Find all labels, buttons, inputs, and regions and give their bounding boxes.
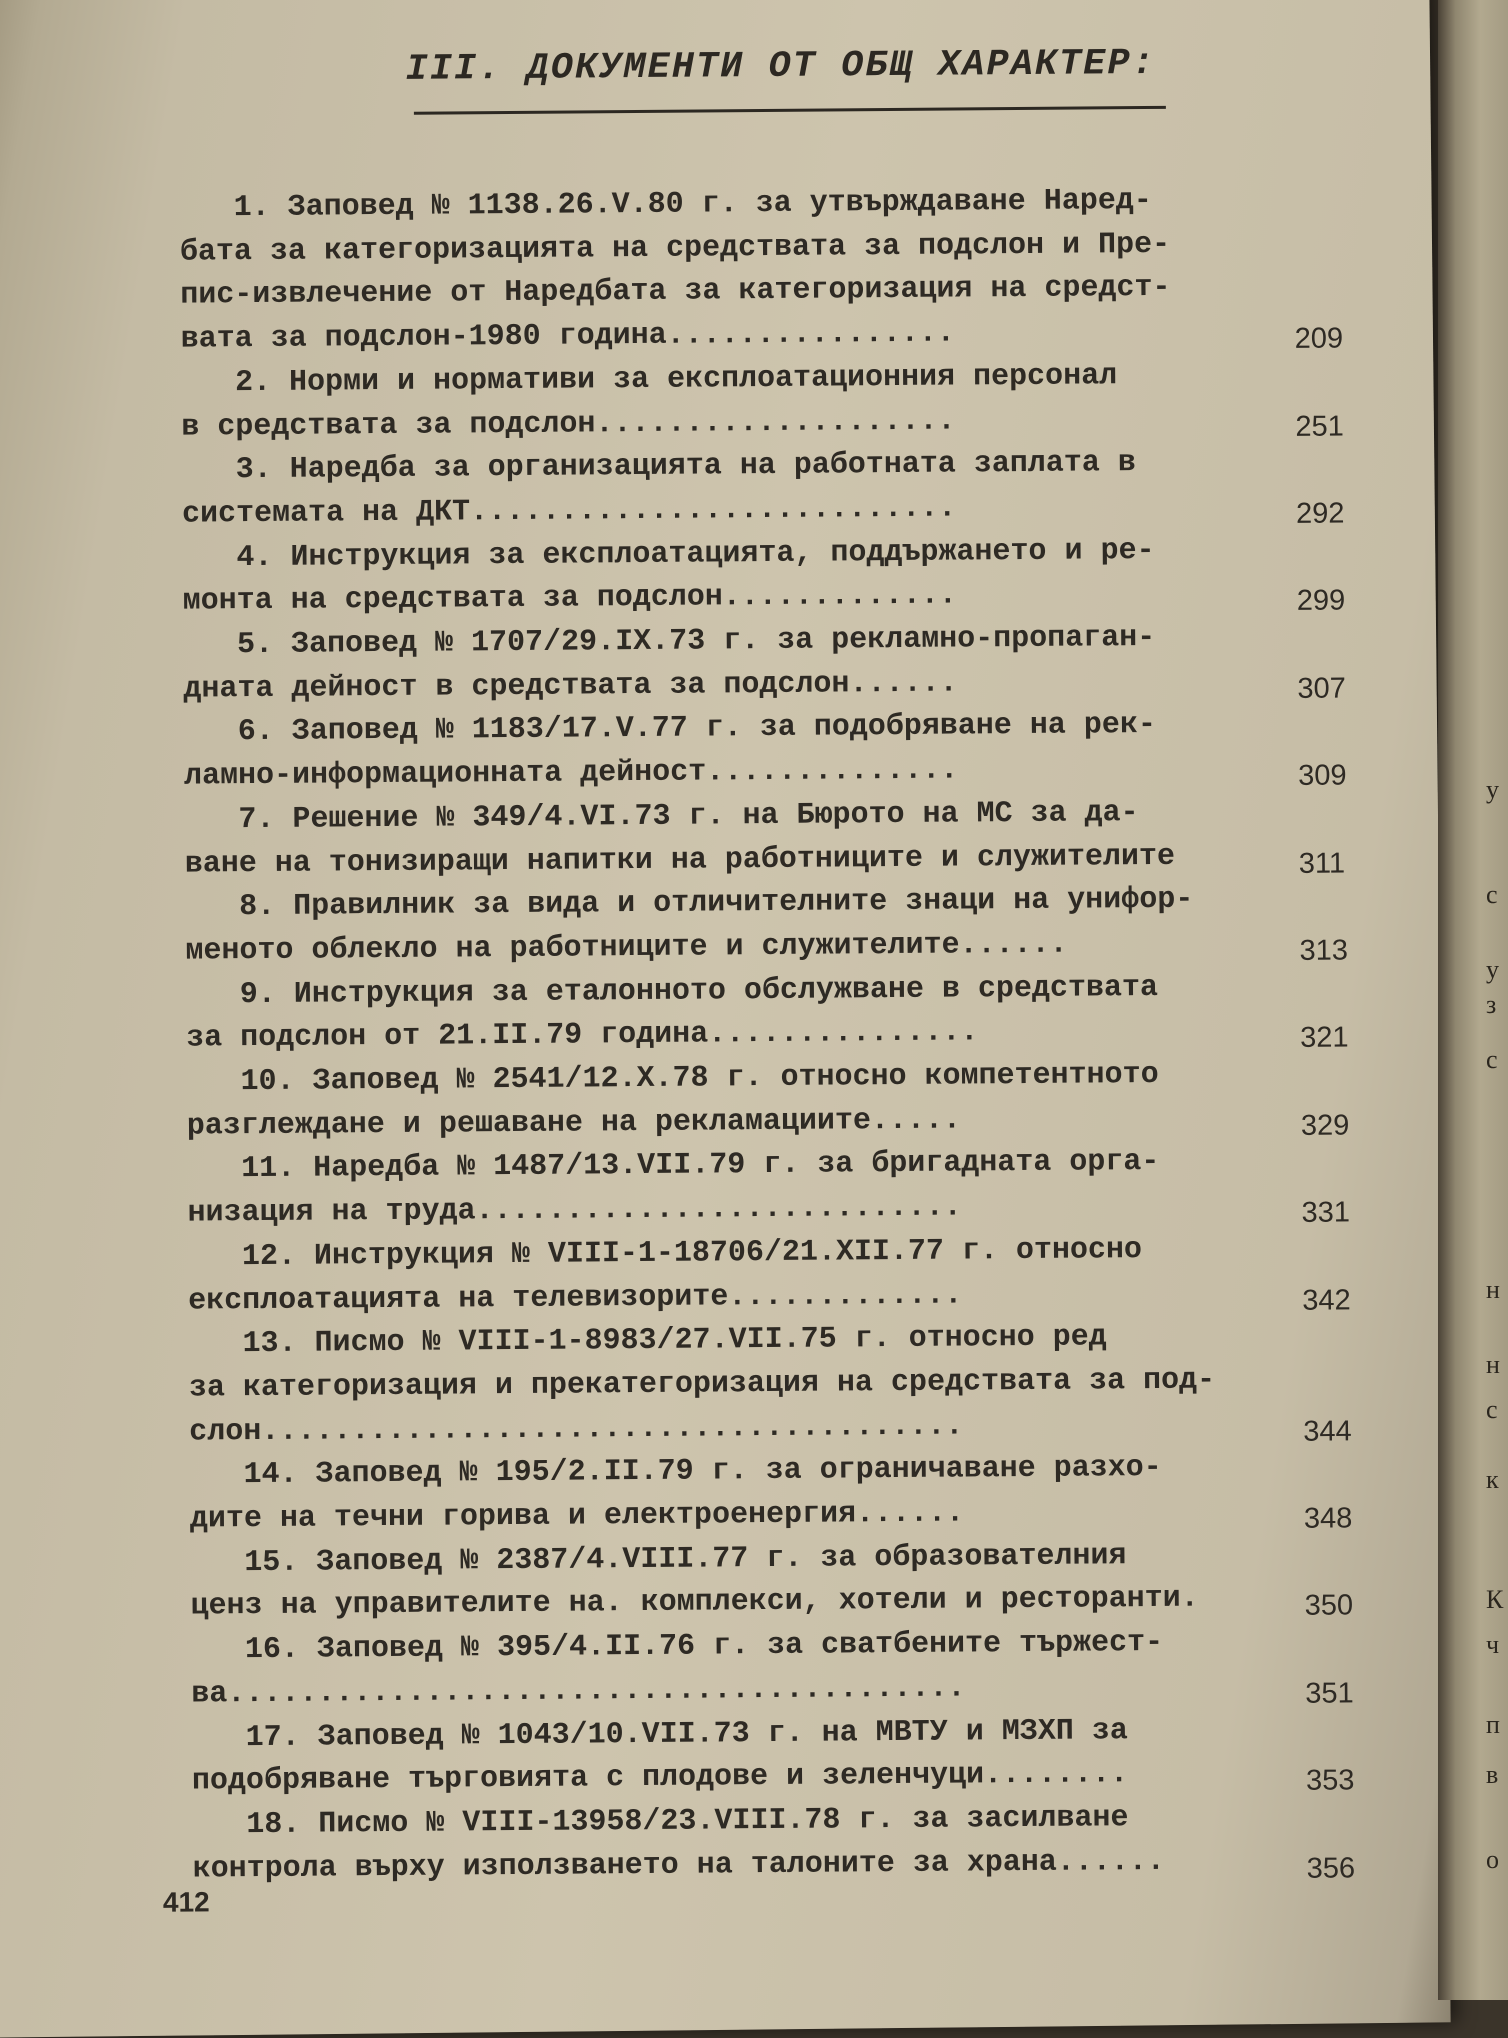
facing-page-fragment: в bbox=[1486, 1760, 1499, 1789]
toc-entry-line: 2. Норми и нормативи за експлоатационния персонал bbox=[180, 359, 1118, 401]
toc-page-ref: 251 bbox=[1295, 409, 1344, 443]
toc-entry-line: слон....................................... bbox=[189, 1409, 964, 1450]
toc-page-ref: 353 bbox=[1305, 1764, 1355, 1797]
facing-page-fragment: н bbox=[1486, 1275, 1500, 1304]
toc-entry-line: 10. Заповед № 2541/12.X.78 г. относно компетентното bbox=[186, 1057, 1159, 1100]
toc-entry-line: меното облекло на работниците и служителите...... bbox=[185, 927, 1068, 969]
toc-page-ref: 292 bbox=[1295, 497, 1345, 530]
toc-entry-line: 7. Решение № 349/4.VI.73 г. на Бюрото на МС за да- bbox=[184, 795, 1139, 838]
facing-page-fragment: н bbox=[1486, 1350, 1500, 1379]
section-heading: III. ДОКУМЕНТИ ОТ ОБЩ ХАРАКТЕР: bbox=[405, 42, 1157, 91]
toc-page-ref: 356 bbox=[1306, 1852, 1356, 1885]
facing-page-fragment: у bbox=[1486, 775, 1499, 804]
toc-entry-line: дите на течни горива и електроенергия...... bbox=[189, 1496, 965, 1537]
facing-page-fragment: к bbox=[1486, 1465, 1499, 1494]
toc-entry-line: подобряване търговията с плодове и зеленчуци........ bbox=[191, 1757, 1129, 1799]
toc-entry-line: бата за категоризацията на средствата за подслон и Пре- bbox=[179, 227, 1171, 270]
facing-page-fragment: п bbox=[1486, 1710, 1500, 1739]
toc-entry-line: 9. Инструкция за еталонното обслужване в средствата bbox=[185, 970, 1159, 1013]
heading-underline bbox=[414, 106, 1166, 115]
toc-page-ref: 209 bbox=[1294, 322, 1344, 355]
toc-page-ref: 331 bbox=[1301, 1196, 1351, 1229]
toc-entry-line: 6. Заповед № 1183/17.V.77 г. за подобряване на рек- bbox=[183, 708, 1157, 750]
facing-page-fragment: с bbox=[1486, 1395, 1498, 1424]
facing-page-fragment: у bbox=[1486, 955, 1499, 984]
toc-entry-line: 14. Заповед № 195/2.II.79 г. за ограничаване разхо- bbox=[189, 1451, 1162, 1493]
facing-page-fragment: с bbox=[1486, 880, 1498, 909]
toc-entry-line: за подслон от 21.II.79 година............... bbox=[186, 1015, 979, 1056]
toc-entry-line: ва......................................... bbox=[191, 1671, 966, 1712]
toc-entry-line: в средствата за подслон.................... bbox=[181, 404, 956, 445]
toc-page-ref: 321 bbox=[1300, 1021, 1349, 1055]
facing-page-fragment: з bbox=[1486, 990, 1497, 1019]
toc-page-ref: 309 bbox=[1298, 759, 1347, 792]
toc-entry-line: 1. Заповед № 1138.26.V.80 г. за утвърждаване Наред- bbox=[179, 183, 1152, 226]
toc-entry-line: 15. Заповед № 2387/4.VIII.77 г. за образователния bbox=[190, 1538, 1127, 1581]
facing-page-fragment: ч bbox=[1486, 1630, 1500, 1659]
toc-page-ref: 329 bbox=[1300, 1109, 1350, 1142]
toc-page-ref: 351 bbox=[1305, 1677, 1354, 1710]
toc-entry-line: системата на ДКТ........................... bbox=[181, 491, 957, 532]
toc-entry-line: монта на средствата за подслон............. bbox=[182, 578, 957, 619]
toc-entry-line: дната дейност в средствата за подслон...... bbox=[183, 666, 958, 707]
toc-entry-line: низация на труда........................... bbox=[187, 1190, 962, 1231]
toc-entry-line: разглеждане и решаване на рекламациите..... bbox=[186, 1103, 962, 1144]
toc-page-ref: 307 bbox=[1297, 672, 1346, 705]
toc-page-ref: 313 bbox=[1299, 934, 1349, 967]
toc-entry-line: ване на тонизиращи напитки на работниците и служителите bbox=[184, 839, 1176, 882]
toc-page-ref: 348 bbox=[1303, 1502, 1353, 1535]
toc-entry-line: 8. Правилник за вида и отличителните знаци на унифор- bbox=[185, 882, 1194, 925]
toc-entry-line: вата за подслон-1980 година................ bbox=[180, 316, 955, 357]
toc-entry-line: 5. Заповед № 1707/29.IX.73 г. за рекламно-пропаган- bbox=[182, 620, 1156, 663]
toc-page-ref: 344 bbox=[1303, 1415, 1352, 1448]
toc-entry-line: 12. Инструкция № VIII-1-18706/21.XII.77 г. относно bbox=[187, 1232, 1143, 1275]
page-number: 412 bbox=[162, 1886, 210, 1918]
facing-page-fragment: К bbox=[1486, 1585, 1504, 1614]
toc-entry-line: 17. Заповед № 1043/10.VII.73 г. на МВТУ и МЗХП за bbox=[191, 1713, 1128, 1756]
toc-entry-line: 11. Наредба № 1487/13.VII.79 г. за бригадната орга- bbox=[187, 1145, 1160, 1187]
toc-page-ref: 350 bbox=[1304, 1589, 1354, 1623]
toc-entry-line: 13. Писмо № VIII-1-8983/27.VII.75 г. относно ред bbox=[188, 1320, 1107, 1362]
toc-page-ref: 342 bbox=[1302, 1283, 1351, 1317]
toc-page-ref: 299 bbox=[1296, 584, 1346, 618]
facing-page-fragment: о bbox=[1486, 1845, 1499, 1874]
toc-entry-line: контрола върху използването на талоните за храна...... bbox=[192, 1844, 1165, 1887]
facing-page-fragment: с bbox=[1486, 1045, 1498, 1074]
toc-page-ref: 311 bbox=[1298, 846, 1346, 880]
toc-entry-line: пис-извлечение от Наредбата за категоризация на средст- bbox=[180, 271, 1171, 313]
toc-entry-line: за категоризация и прекатегоризация на средствата за под- bbox=[188, 1363, 1216, 1406]
toc-entry-line: ламно-информационната дейност.............. bbox=[183, 753, 959, 794]
toc-entry-line: 16. Заповед № 395/4.II.76 г. за сватбените тържест- bbox=[190, 1626, 1164, 1668]
toc-entry-line: ценз на управителите на. комплекси, хотели и ресторанти. bbox=[190, 1582, 1199, 1624]
toc-entry-line: 18. Писмо № VIII-13958/23.VIII.78 г. за засилване bbox=[192, 1801, 1129, 1843]
toc-entry-line: експлоатацията на телевизорите............. bbox=[188, 1277, 963, 1319]
toc-entry-line: 4. Инструкция за експлоатацията, поддържането и ре- bbox=[182, 533, 1155, 576]
toc-entry-line: 3. Наредба за организацията на работната заплата в bbox=[181, 446, 1136, 488]
